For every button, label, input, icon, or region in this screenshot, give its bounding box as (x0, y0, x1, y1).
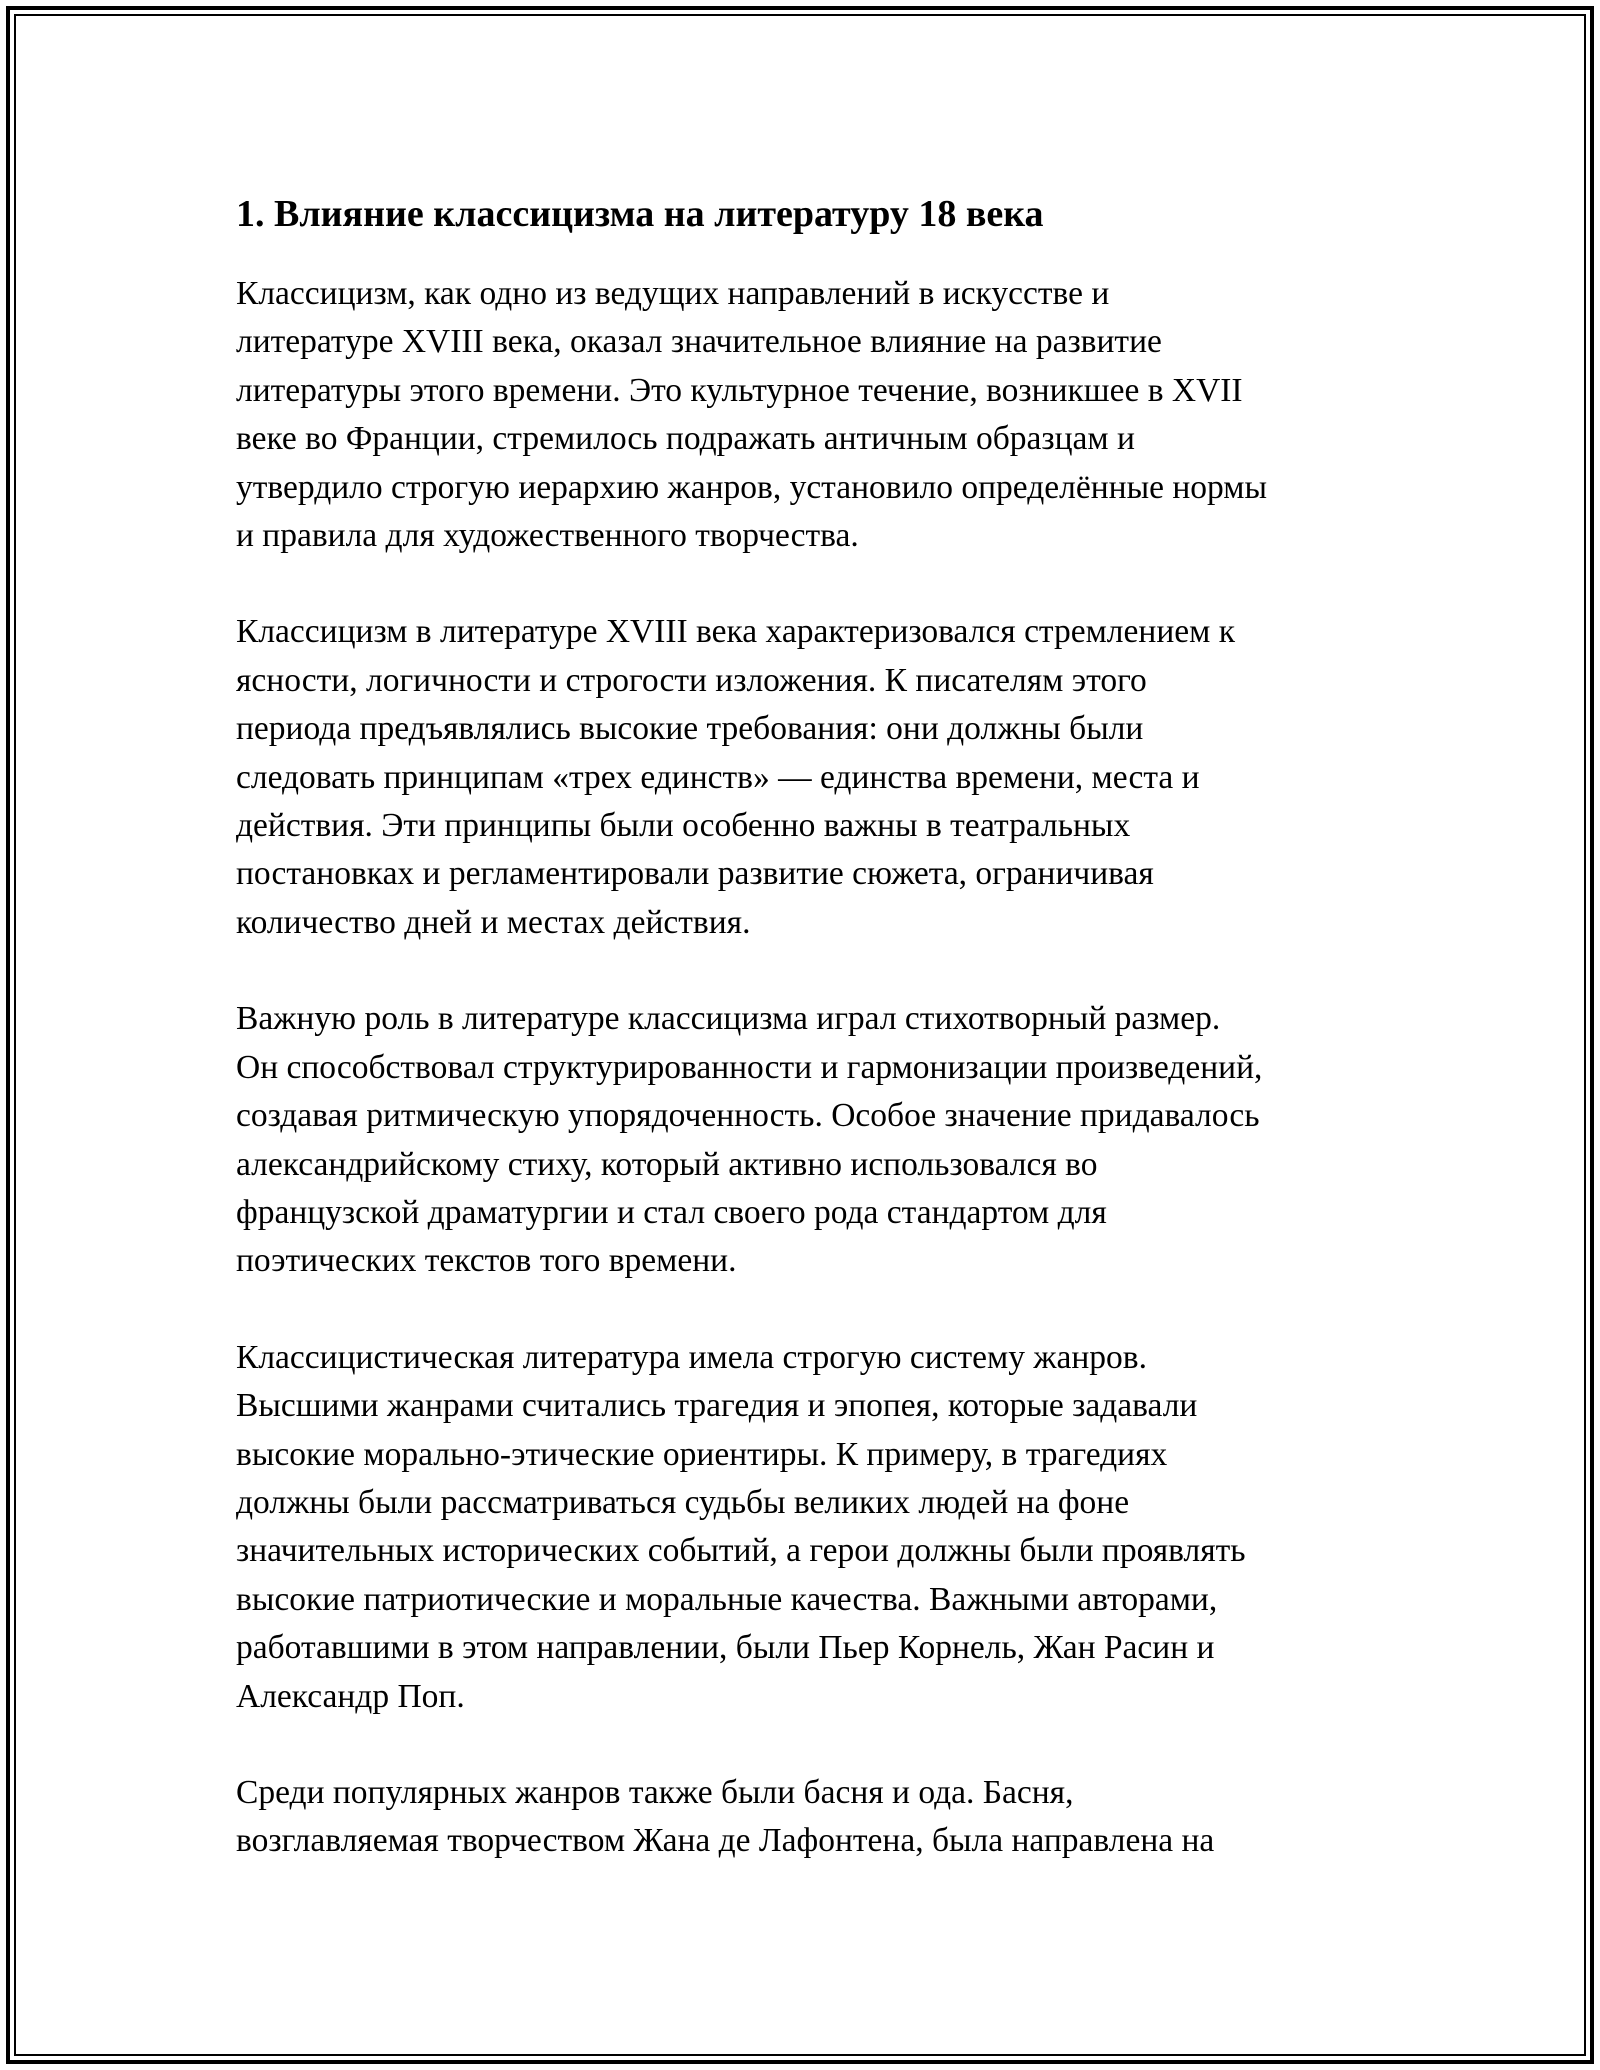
text-line: ясности, логичности и строгости изложения. К писателям этого (236, 661, 1147, 699)
text-line: периода предъявлялись высокие требования: они должны были (236, 710, 1144, 748)
text-line: возглавляемая творчеством Жана де Лафонтена, была направлена на (236, 1822, 1215, 1860)
text-line: значительных исторических событий, а герои должны были проявлять (236, 1532, 1246, 1570)
text-line: Он способствовал структурированности и гармонизации произведений, (236, 1048, 1263, 1086)
text-line: работавшими в этом направлении, были Пьер Корнель, Жан Расин и (236, 1629, 1215, 1667)
text-line: Классицизм, как одно из ведущих направлений в искусстве и (236, 275, 1110, 312)
text-line: количество дней и местах действия. (236, 903, 751, 941)
text-line: веке во Франции, стремилось подражать античным образцам и (236, 420, 1135, 458)
text-line: литературе XVIII века, оказал значительное влияние на развитие (236, 323, 1162, 361)
text-line: александрийскому стиху, который активно использовался во (236, 1145, 1098, 1183)
paragraph-2 (236, 608, 1396, 947)
text-line: должны были рассматриваться судьбы великих людей на фоне (236, 1483, 1130, 1521)
section-heading: 1. Влияние классицизма на литературу 18 века (236, 193, 1044, 235)
text-line: Классицизм в литературе XVIII века характеризовался стремлением к (236, 613, 1235, 651)
text-line: создавая ритмическую упорядоченность. Особое значение придавалось (236, 1097, 1260, 1135)
text-line: следовать принципам «трех единств» — единства времени, места и (236, 758, 1200, 796)
text-line: Среди популярных жанров также были басня и ода. Басня, (236, 1773, 1074, 1811)
text-line: высокие патриотические и моральные качества. Важными авторами, (236, 1580, 1218, 1618)
text-line: высокие морально-этические ориентиры. К примеру, в трагедиях (236, 1435, 1168, 1473)
paragraph-5 (236, 1769, 1396, 1866)
text-line: действия. Эти принципы были особенно важны в театральных (236, 807, 1131, 845)
text-line: поэтических текстов того времени. (236, 1242, 737, 1280)
paragraph-3 (236, 995, 1396, 1285)
text-line: литературы этого времени. Это культурное течение, возникшее в XVII (236, 371, 1243, 409)
text-line: постановках и регламентировали развитие сюжета, ограничивая (236, 855, 1154, 893)
text-line: французской драматургии и стал своего рода стандартом для (236, 1193, 1107, 1231)
text-line: Высшими жанрами считались трагедия и эпопея, которые задавали (236, 1387, 1198, 1425)
text-line: утвердило строгую иерархию жанров, установило определённые нормы (236, 468, 1267, 506)
text-line: Важную роль в литературе классицизма играл стихотворный размер. (236, 1000, 1221, 1038)
text-line: и правила для художественного творчества. (236, 517, 859, 555)
text-line: Александр Поп. (236, 1677, 465, 1715)
document-body (236, 186, 1396, 1914)
paragraph-1 (236, 270, 1396, 560)
paragraph-4 (236, 1334, 1396, 1721)
text-line: Классицистическая литература имела строгую систему жанров. (236, 1338, 1147, 1376)
